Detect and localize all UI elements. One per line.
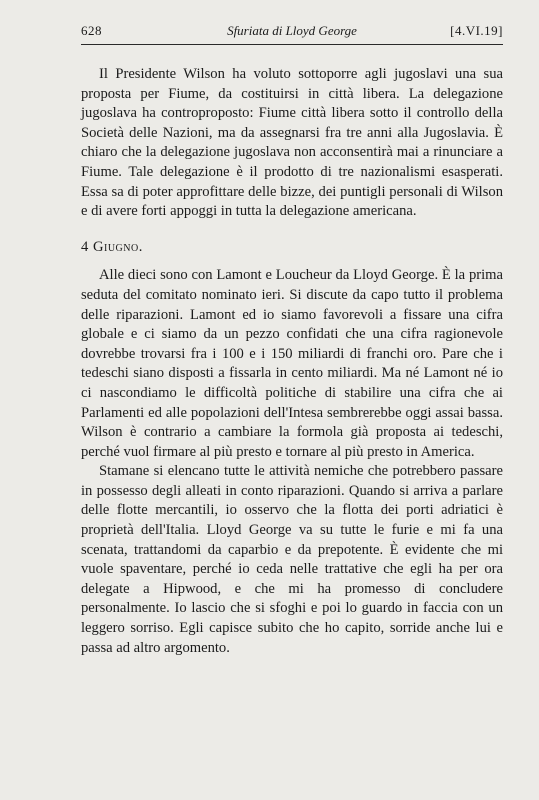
paragraph: Stamane si elencano tutte le attività nemiche che potrebbero passare in possesso degli alleati in conto riparazioni. Quando si arriva a parlare delle flotte mercantili, io osservo che la flotta dei porti adriatici è proprietà dell'Italia. Lloyd George va su tutte le furie e mi fa una scenata, trattandomi da caparbio e da prepotente. È evidente che mi vuole spaventare, perché io ceda nelle trattative che egli ha per ora delegate a Hipwood, e che mi ha promesso di concludere personalmente. Io lascio che si sfoghi e poi lo guardo in faccia con un leggero sorriso. Egli capisce subito che ho capito, sorride anche lui e passa ad altro argomento.: [81, 463, 503, 656]
running-header: [81, 22, 503, 45]
page-number: 628: [81, 23, 102, 38]
diary-date-heading: 4 Giugno.: [81, 238, 143, 255]
running-title: Sfuriata di Lloyd George: [227, 23, 357, 38]
paragraph: Alle dieci sono con Lamont e Loucheur da Lloyd George. È la prima seduta del comitato nominato ieri. Si discute da capo tutto il problema delle riparazioni. Lamont ed io siamo favorevoli a fissare una cifra globale e ci siamo da un pezzo confidati che una cifra ragionevole dovrebbe trovarsi fra i 100 e i 150 miliardi di franchi oro. Pare che i tedeschi siano disposti a fissarla in cento miliardi. Ma né Lamont né io ci nascondiamo le difficoltà politiche di stabilire una cifra che ai Parlamenti ed alle popolazioni dell'Intesa sembrerebbe oggi assai bassa. Wilson è contrario a cambiare la formola già proposta ai tedeschi, perché vuol firmare al più presto e tornare al più presto in America.: [81, 267, 503, 460]
running-date: [4.VI.19]: [450, 23, 503, 38]
page-body: [81, 65, 503, 658]
paragraph: Il Presidente Wilson ha voluto sottoporre agli jugoslavi una sua proposta per Fiume, da costituirsi in città libera. La delegazione jugoslava ha controproposto: Fiume città libera sotto il controllo della Società delle Nazioni, ma da assegnarsi fra tre anni alla Jugoslavia. È chiaro che la delegazione jugoslava non acconsentirà mai a rinunciare a Fiume. Tale delegazione è il prodotto di tre nazionalismi esasperati. Essa sa di poter approfittare delle bizze, dei puntigli personali di Wilson e di avere forti appoggi in tutta la delegazione americana.: [81, 66, 503, 220]
